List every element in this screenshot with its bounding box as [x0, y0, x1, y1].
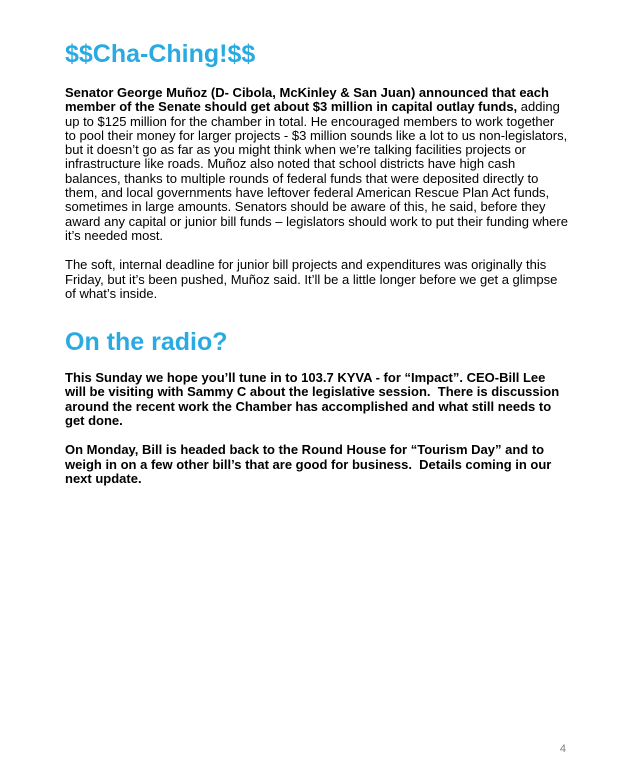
paragraph-junior-bill-deadline: The soft, internal deadline for junior bill projects and expenditures was originally this Friday, but it’s been pushed, Muñoz said. It’ll be a little longer before we get a glimpse of what’s inside. [65, 257, 561, 301]
paragraph-radio-sunday: This Sunday we hope you’ll tune in to 103.7 KYVA - for “Impact”. CEO-Bill Lee will be visiting with Sammy C about the legislative session. There is discussion around the recent work the Chamber has accomplished and what still needs to get done. [65, 370, 563, 429]
paragraph-monday-round-house: On Monday, Bill is headed back to the Round House for “Tourism Day” and to weigh in on a few other bill’s that are good for business. Details coming in our next update. [65, 442, 555, 486]
page-number: 4 [559, 743, 566, 755]
heading-on-the-radio: On the radio? [65, 328, 228, 357]
paragraph-capital-outlay-bold-run: Senator George Muñoz (D- Cibola, McKinley & San Juan) announced that each member of the Senate should get about $3 million in capital outlay funds, [65, 85, 553, 115]
heading-cha-ching: $$Cha-Ching!$$ [65, 40, 256, 68]
paragraph-capital-outlay-regular-run: adding up to $125 million for the chamber in total. He encouraged members to work together to pool their money for larger projects - $3 million sounds like a lot to us non-legislators, but it doesn’t go as far as you might think when we’re talking facilities projects or infrastructure like roads. Muñoz also noted that school districts have high cash balances, thanks to multiple rounds of federal funds that were deposited directly to them, and local governments have leftover federal American Rescue Plan Act funds, sometimes in large amounts. Senators should be aware of this, he said, before they award any capital or junior bill funds – legislators should work to put their funding where it’s needed most. [65, 99, 572, 243]
paragraph-capital-outlay [65, 85, 572, 243]
